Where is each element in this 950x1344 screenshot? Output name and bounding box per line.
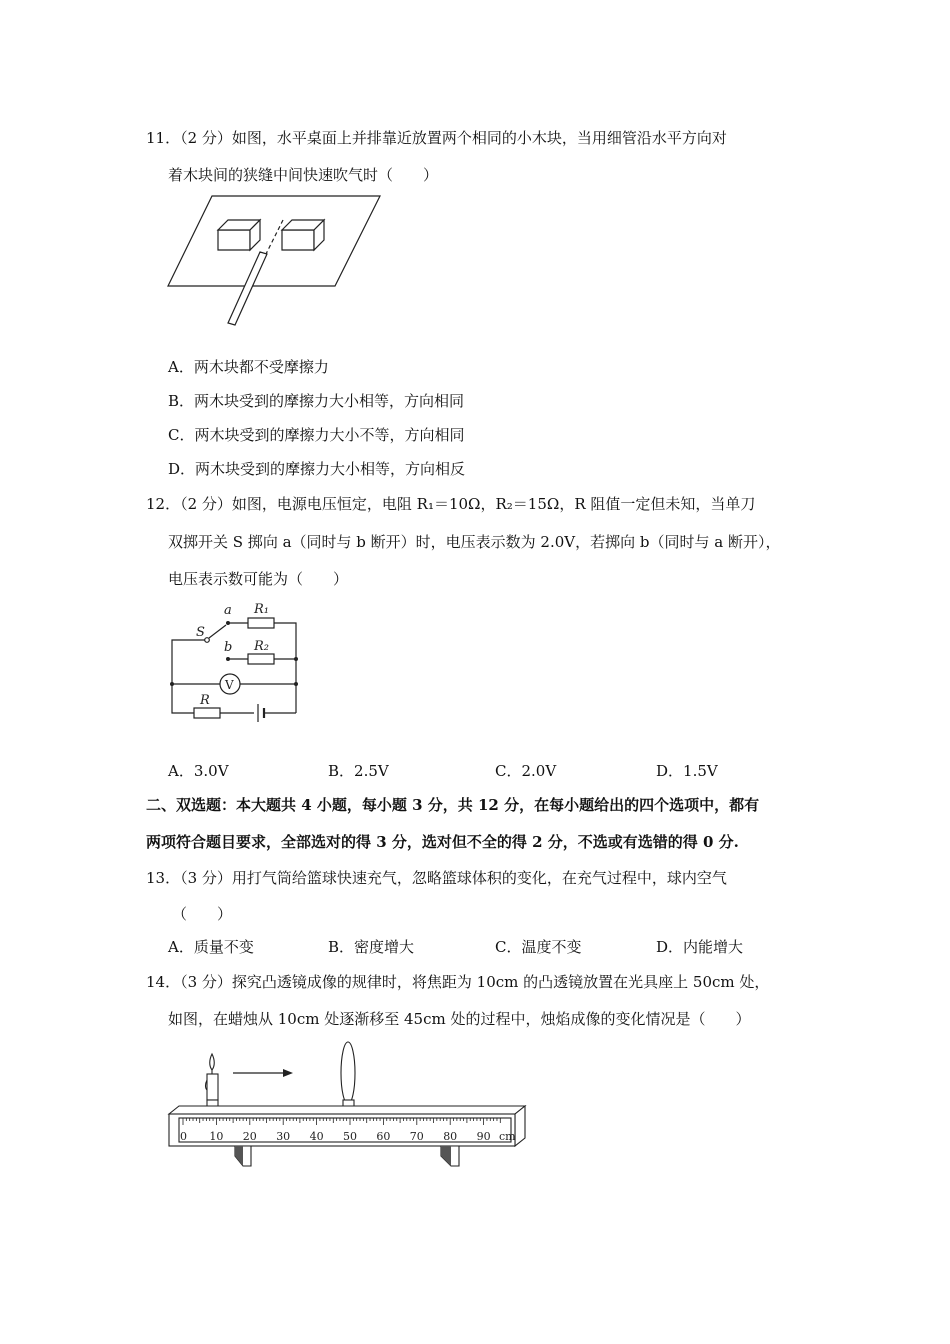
- q11-option-b: B．两木块受到的摩擦力大小相等，方向相同: [168, 392, 465, 410]
- q12-option-c: C．2.0V: [495, 762, 557, 780]
- q13-option-b: B．密度增大: [328, 938, 415, 956]
- circuit-label-s: S: [196, 625, 205, 640]
- q13-stem-line1: 13．（3 分）用打气筒给篮球快速充气，忽略篮球体积的变化，在充气过程中，球内空气: [146, 869, 727, 887]
- q11-figure-blocks: [160, 192, 390, 332]
- ruler-label: 30: [276, 1130, 291, 1143]
- ruler-label: 0: [180, 1130, 187, 1143]
- right-wood-block: [282, 220, 324, 250]
- left-wood-block: [218, 220, 260, 250]
- q12-option-a: A．3.0V: [168, 762, 229, 780]
- q12-circuit-figure: [162, 598, 312, 723]
- ruler-label: cm: [499, 1130, 516, 1143]
- circuit-label-r2: R₂: [254, 639, 269, 654]
- ruler-label: 40: [309, 1130, 324, 1143]
- q11-stem-line2: 着木块间的狭缝中间快速吹气时（ ）: [168, 166, 439, 184]
- q12-option-d: D．1.5V: [656, 762, 718, 780]
- section2-heading-line2: 两项符合题目要求，全部选对的得 3 分，选对但不全的得 2 分，不选或有选错的得 0 分.: [146, 833, 739, 851]
- ruler-label: 10: [209, 1130, 224, 1143]
- q13-option-c: C．温度不变: [495, 938, 582, 956]
- circuit-label-r1: R₁: [254, 602, 269, 617]
- q11-option-d: D．两木块受到的摩擦力大小相等，方向相反: [168, 460, 466, 478]
- q13-option-d: D．内能增大: [656, 938, 744, 956]
- circuit-label-b: b: [224, 640, 233, 655]
- circuit-label-r: R: [200, 693, 210, 708]
- voltmeter-symbol: V: [225, 678, 234, 692]
- q12-option-b: B．2.5V: [328, 762, 389, 780]
- convex-lens: [341, 1042, 355, 1110]
- q14-stem-line2: 如图，在蜡烛从 10cm 处逐渐移至 45cm 处的过程中，烛焰成像的变化情况是（ ）: [168, 1010, 751, 1028]
- q11-option-c: C．两木块受到的摩擦力大小不等，方向相同: [168, 426, 465, 444]
- candle: [206, 1054, 219, 1110]
- q11-option-a: A．两木块都不受摩擦力: [168, 358, 329, 376]
- q12-stem-line1: 12．（2 分）如图，电源电压恒定，电阻 R₁＝10Ω，R₂＝15Ω，R 阻值一定但未知，当单刀: [146, 495, 756, 513]
- section2-heading-line1: 二、双选题：本大题共 4 小题，每小题 3 分，共 12 分，在每小题给出的四个选项中，都有: [146, 796, 760, 814]
- q14-stem-line1: 14．（3 分）探究凸透镜成像的规律时，将焦距为 10cm 的凸透镜放置在光具座上 50cm 处，: [146, 973, 770, 991]
- ruler-label: 20: [242, 1130, 257, 1143]
- ruler-label: 80: [443, 1130, 458, 1143]
- movement-arrow-icon: [233, 1069, 293, 1077]
- ruler-label: 50: [343, 1130, 357, 1143]
- q13-option-a: A．质量不变: [168, 938, 254, 956]
- blowing-tube: [228, 252, 267, 325]
- q13-stem-line2: （ ）: [172, 905, 233, 923]
- ruler-label: 70: [409, 1130, 424, 1143]
- q14-optical-bench-figure: [165, 1040, 530, 1175]
- circuit-label-a: a: [224, 603, 232, 618]
- q11-stem-line1: 11．（2 分）如图，水平桌面上并排靠近放置两个相同的小木块，当用细管沿水平方向对: [146, 129, 727, 147]
- q12-stem-line2: 双掷开关 S 掷向 a（同时与 b 断开）时，电压表示数为 2.0V，若掷向 b（同时与 a 断开），: [168, 533, 781, 551]
- ruler-label: 60: [376, 1130, 391, 1143]
- ruler-label: 90: [476, 1130, 491, 1143]
- q12-stem-line3: 电压表示数可能为（ ）: [168, 570, 349, 588]
